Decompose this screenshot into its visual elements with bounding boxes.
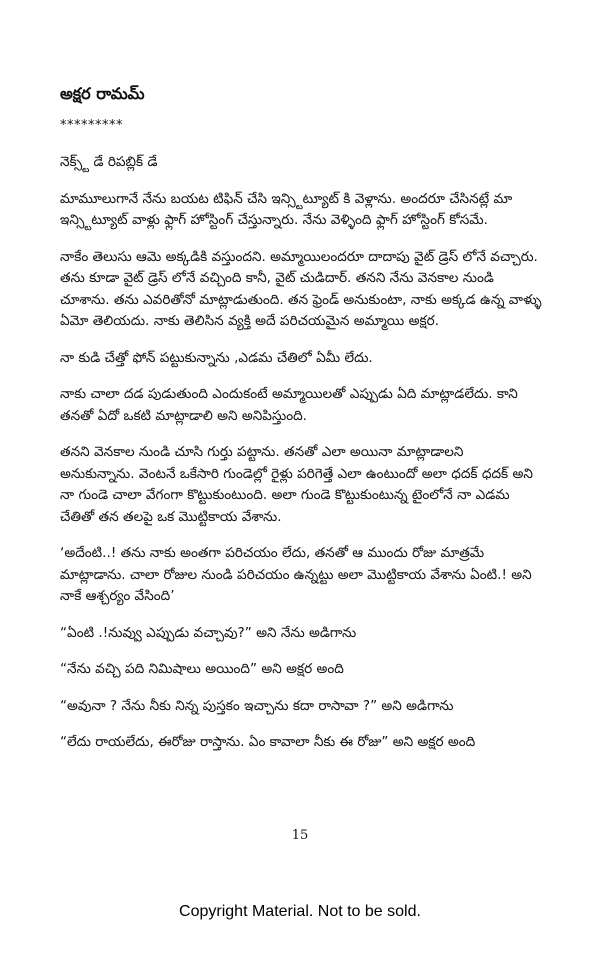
page-content bbox=[60, 84, 542, 769]
paragraph-9: “నేను వచ్చి పది నిమిషాలు అయింది” అని అక్షర అంది bbox=[60, 661, 344, 677]
paragraph-10: “అవునా ? నేను నీకు నిన్న పుస్తకం ఇచ్చాను కదా రాసావా ?” అని అడిగాను bbox=[60, 697, 454, 714]
paragraph-8: “ఏంటి .!నువ్వు ఎప్పుడు వచ్చావు?” అని నేను అడిగాను bbox=[60, 624, 357, 641]
paragraph-6: తనని వెనకాల నుండి చూసి గుర్తు పట్టాను. తనతో ఎలా అయినా మాట్లాడాలని అనుకున్నాను. వెంటనే ఒకేసారి గుండెల్లో రైళ్లు పరిగెత్తే ఎలా ఉంటుందో అలా ధదక్ ధదక్ అని నా గుండె చాలా వేగంగా కొట్టుకుంటుంది. అలా గుండె కొట్టుకుంటున్న టైంలోనే నా ఎడమ చేతితో తన తలపై ఒక మొట్టికాయ వేశాను. bbox=[60, 444, 533, 525]
page-number: 15 bbox=[291, 828, 309, 843]
paragraph-4: నా కుడి చేత్తో ఫోన్ పట్టుకున్నాను ,ఎడమ చేతిలో ఏమీ లేదు. bbox=[60, 349, 373, 366]
paragraph-11: “లేదు రాయలేదు, ఈరోజు రాస్తాను. ఏం కావాలా నీకు ఈ రోజు” అని అక్షర అంది bbox=[60, 734, 476, 750]
copyright-footer: Copyright Material. Not to be sold. bbox=[179, 903, 421, 920]
chapter-title: అక్షర రామమ్ bbox=[60, 84, 145, 103]
paragraph-5: నాకు చాలా దడ పుడుతుంది ఎందుకంటే అమ్మాయిలతో ఎప్పుడు ఏది మాట్లాడలేదు. కాని తనతో ఏదో ఒకటి మాట్లాడాలి అని అనిపిస్తుంది. bbox=[60, 386, 518, 424]
paragraph-3: నాకేం తెలుసు ఆమె అక్కడికి వస్తుందని. అమ్మాయిలందరూ దాదాపు వైట్ డ్రెస్ లోనే వచ్చారు. తను కూడా వైట్ డ్రెస్ లోనే వచ్చింది కానీ, వైట్ చుడిదార్. తనని నేను వెనకాల నుండి చూశాను. తను ఎవరితోనో మాట్లాడుతుంది. తన ఫ్రెండ్ అనుకుంటా, నాకు అక్కడ ఉన్న వాళ్ళు ఏమో తెలియదు. నాకు తెలిసిన వ్యక్తి అదే పరిచయమైన అమ్మాయి అక్షర. bbox=[60, 248, 542, 329]
paragraph-7: ‘అదేంటి..! తను నాకు అంతగా పరిచయం లేదు, తనతో ఆ ముందు రోజు మాత్రమే మాట్లాడాను. చాలా రోజుల నుండి పరిచయం ఉన్నట్టు అలా మొట్టికాయ వేశాను ఏంటి.! అని నాకే ఆశ్చర్యం వేసింది’ bbox=[60, 545, 532, 604]
paragraph-2: మామూలుగానే నేను బయట టిఫిన్ చేసి ఇన్స్టిట్యూట్ కి వెళ్లాను. అందరూ చేసినట్లే మా ఇన్స్టిట్యూట్ వాళ్లు ఫ్లాగ్ హోస్టింగ్ చేస్తున్నారు. నేను వెళ్ళింది ఫ్లాగ్ హోస్టింగ్ కోసమే. bbox=[60, 190, 513, 228]
separator: ********* bbox=[60, 118, 123, 133]
paragraph-1: నెక్స్ట్ డే రిపబ్లిక్ డే bbox=[60, 154, 158, 170]
